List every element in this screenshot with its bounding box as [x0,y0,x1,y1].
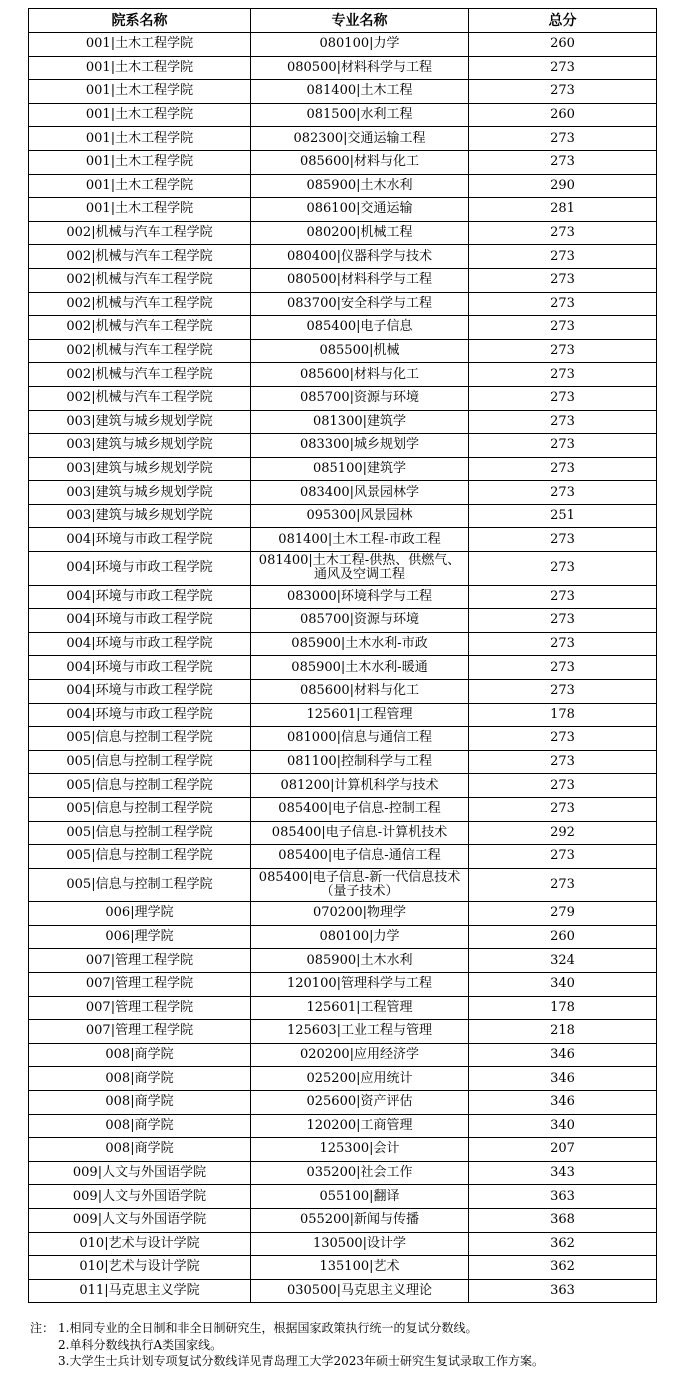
cell-major: 085400|电子信息-新一代信息技术（量子技术） [251,868,469,902]
cell-major: 083000|环境科学与工程 [251,585,469,609]
table-row [29,609,657,633]
cell-major: 080100|力学 [251,925,469,949]
cell-total-score: 178 [469,703,657,727]
cell-total-score: 363 [469,1185,657,1209]
cell-major: 081400|土木工程-市政工程 [251,528,469,552]
table-row [29,1256,657,1280]
cell-major: 081400|土木工程 [251,80,469,104]
table-row [29,150,657,174]
table-row [29,481,657,505]
cell-total-score: 207 [469,1138,657,1162]
cell-department: 003|建筑与城乡规划学院 [29,504,251,528]
cell-total-score: 273 [469,457,657,481]
cell-total-score: 178 [469,996,657,1020]
cell-major: 030500|马克思主义理论 [251,1279,469,1303]
table-row [29,972,657,996]
cell-department: 001|土木工程学院 [29,103,251,127]
cell-total-score: 273 [469,245,657,269]
cell-major: 081000|信息与通信工程 [251,727,469,751]
notes-list [58,1320,670,1370]
cell-total-score: 273 [469,80,657,104]
cell-department: 004|环境与市政工程学院 [29,656,251,680]
table-row [29,386,657,410]
cell-total-score: 273 [469,656,657,680]
cell-total-score: 273 [469,797,657,821]
cell-department: 005|信息与控制工程学院 [29,727,251,751]
cell-department: 007|管理工程学院 [29,949,251,973]
cell-total-score: 363 [469,1279,657,1303]
cell-total-score: 273 [469,868,657,902]
table-header-row [29,9,657,33]
cell-department: 002|机械与汽车工程学院 [29,386,251,410]
cell-department: 001|土木工程学院 [29,174,251,198]
cell-major: 095300|风景园林 [251,504,469,528]
cell-major: 135100|艺术 [251,1256,469,1280]
cell-major: 083700|安全科学与工程 [251,292,469,316]
cell-department: 002|机械与汽车工程学院 [29,339,251,363]
cell-department: 004|环境与市政工程学院 [29,609,251,633]
cell-major: 125603|工业工程与管理 [251,1020,469,1044]
cell-major: 081100|控制科学与工程 [251,750,469,774]
table-row [29,868,657,902]
cell-total-score: 292 [469,821,657,845]
cell-department: 008|商学院 [29,1043,251,1067]
cell-department: 009|人文与外国语学院 [29,1161,251,1185]
table-row [29,339,657,363]
cell-major: 080100|力学 [251,33,469,57]
table-row [29,1185,657,1209]
cell-major: 080500|材料科学与工程 [251,56,469,80]
cell-department: 002|机械与汽车工程学院 [29,363,251,387]
cell-major: 070200|物理学 [251,902,469,926]
table-row [29,103,657,127]
cell-major: 085400|电子信息-计算机技术 [251,821,469,845]
table-row [29,1232,657,1256]
cell-department: 009|人文与外国语学院 [29,1185,251,1209]
cell-total-score: 273 [469,434,657,458]
note-item: 2.单科分数线执行A类国家线。 [58,1337,223,1352]
cell-total-score: 251 [469,504,657,528]
cell-major: 083400|风景园林学 [251,481,469,505]
table-row [29,198,657,222]
cell-major: 025200|应用统计 [251,1067,469,1091]
cell-department: 003|建筑与城乡规划学院 [29,434,251,458]
cell-total-score: 273 [469,386,657,410]
cell-total-score: 273 [469,609,657,633]
cell-major: 055100|翻译 [251,1185,469,1209]
table-row [29,821,657,845]
cell-major: 080500|材料科学与工程 [251,268,469,292]
table-row [29,996,657,1020]
notes-label: 注： [30,1321,55,1335]
cell-department: 011|马克思主义学院 [29,1279,251,1303]
cell-total-score: 368 [469,1208,657,1232]
cell-department: 009|人文与外国语学院 [29,1208,251,1232]
header-total-score: 总分 [469,9,657,33]
table-row [29,56,657,80]
table-row [29,1279,657,1303]
cell-department: 003|建筑与城乡规划学院 [29,481,251,505]
cell-major: 080200|机械工程 [251,221,469,245]
cell-department: 005|信息与控制工程学院 [29,797,251,821]
cell-major: 120100|管理科学与工程 [251,972,469,996]
cell-total-score: 273 [469,750,657,774]
cell-total-score: 273 [469,292,657,316]
cell-major: 125601|工程管理 [251,996,469,1020]
cell-major: 080400|仪器科学与技术 [251,245,469,269]
table-row [29,33,657,57]
cell-total-score: 273 [469,127,657,151]
table-row [29,632,657,656]
cell-total-score: 340 [469,1114,657,1138]
cell-total-score: 362 [469,1232,657,1256]
table-row [29,656,657,680]
cell-major: 085700|资源与环境 [251,386,469,410]
table-row [29,410,657,434]
cell-department: 004|环境与市政工程学院 [29,552,251,586]
table-row [29,703,657,727]
cell-department: 006|理学院 [29,902,251,926]
header-major: 专业名称 [251,9,469,33]
cell-department: 001|土木工程学院 [29,33,251,57]
cell-total-score: 273 [469,150,657,174]
cell-major: 085900|土木水利 [251,949,469,973]
table-row [29,1067,657,1091]
cell-total-score: 260 [469,925,657,949]
cell-department: 004|环境与市政工程学院 [29,528,251,552]
score-table-container [28,8,656,1303]
cell-major: 085400|电子信息-通信工程 [251,845,469,869]
table-row [29,1114,657,1138]
cell-department: 004|环境与市政工程学院 [29,632,251,656]
cell-major: 081500|水利工程 [251,103,469,127]
table-row [29,797,657,821]
cell-major: 083300|城乡规划学 [251,434,469,458]
cell-total-score: 273 [469,585,657,609]
table-row [29,679,657,703]
cell-total-score: 362 [469,1256,657,1280]
cell-total-score: 273 [469,56,657,80]
table-row [29,174,657,198]
cell-department: 008|商学院 [29,1090,251,1114]
cell-total-score: 324 [469,949,657,973]
cell-total-score: 273 [469,339,657,363]
table-row [29,774,657,798]
cell-total-score: 346 [469,1090,657,1114]
footnotes [30,1320,670,1370]
cell-department: 003|建筑与城乡规划学院 [29,410,251,434]
table-row [29,1020,657,1044]
table-row [29,363,657,387]
table-row [29,750,657,774]
score-table [28,8,657,1303]
cell-total-score: 273 [469,774,657,798]
cell-department: 005|信息与控制工程学院 [29,821,251,845]
cell-department: 001|土木工程学院 [29,56,251,80]
cell-major: 085900|土木水利-暖通 [251,656,469,680]
cell-department: 002|机械与汽车工程学院 [29,292,251,316]
table-row [29,1090,657,1114]
table-row [29,845,657,869]
cell-total-score: 273 [469,727,657,751]
table-row [29,316,657,340]
table-row [29,292,657,316]
cell-total-score: 290 [469,174,657,198]
cell-total-score: 279 [469,902,657,926]
cell-major: 085600|材料与化工 [251,150,469,174]
cell-total-score: 273 [469,845,657,869]
cell-major: 035200|社会工作 [251,1161,469,1185]
cell-department: 007|管理工程学院 [29,972,251,996]
cell-total-score: 260 [469,33,657,57]
cell-major: 125601|工程管理 [251,703,469,727]
cell-total-score: 273 [469,268,657,292]
table-row [29,268,657,292]
cell-department: 003|建筑与城乡规划学院 [29,457,251,481]
cell-major: 085400|电子信息-控制工程 [251,797,469,821]
cell-total-score: 260 [469,103,657,127]
cell-total-score: 273 [469,316,657,340]
table-row [29,902,657,926]
header-department: 院系名称 [29,9,251,33]
cell-department: 006|理学院 [29,925,251,949]
cell-department: 002|机械与汽车工程学院 [29,221,251,245]
cell-total-score: 273 [469,410,657,434]
table-row [29,504,657,528]
table-row [29,925,657,949]
table-row [29,221,657,245]
cell-major: 085500|机械 [251,339,469,363]
cell-department: 005|信息与控制工程学院 [29,868,251,902]
table-row [29,127,657,151]
table-body [29,33,657,1303]
table-row [29,528,657,552]
table-row [29,727,657,751]
cell-department: 008|商学院 [29,1067,251,1091]
cell-total-score: 273 [469,221,657,245]
table-row [29,552,657,586]
cell-department: 010|艺术与设计学院 [29,1256,251,1280]
cell-total-score: 273 [469,632,657,656]
table-row [29,1043,657,1067]
note-item: 1.相同专业的全日制和非全日制研究生，根据国家政策执行统一的复试分数线。 [58,1321,478,1335]
table-row [29,1161,657,1185]
cell-major: 082300|交通运输工程 [251,127,469,151]
cell-department: 004|环境与市政工程学院 [29,585,251,609]
cell-major: 085900|土木水利-市政 [251,632,469,656]
cell-department: 004|环境与市政工程学院 [29,703,251,727]
cell-total-score: 273 [469,481,657,505]
cell-department: 001|土木工程学院 [29,127,251,151]
cell-major: 085400|电子信息 [251,316,469,340]
cell-major: 130500|设计学 [251,1232,469,1256]
cell-department: 007|管理工程学院 [29,1020,251,1044]
cell-department: 001|土木工程学院 [29,80,251,104]
cell-department: 008|商学院 [29,1114,251,1138]
table-row [29,1138,657,1162]
cell-total-score: 281 [469,198,657,222]
cell-major: 085900|土木水利 [251,174,469,198]
cell-department: 010|艺术与设计学院 [29,1232,251,1256]
cell-department: 002|机械与汽车工程学院 [29,268,251,292]
cell-major: 085600|材料与化工 [251,679,469,703]
cell-department: 001|土木工程学院 [29,198,251,222]
table-row [29,585,657,609]
cell-major: 081300|建筑学 [251,410,469,434]
cell-total-score: 343 [469,1161,657,1185]
table-row [29,245,657,269]
note-item: 3.大学生士兵计划专项复试分数线详见青岛理工大学2023年硕士研究生复试录取工作方案。 [58,1354,544,1368]
cell-total-score: 273 [469,552,657,586]
cell-department: 005|信息与控制工程学院 [29,750,251,774]
cell-department: 004|环境与市政工程学院 [29,679,251,703]
cell-major: 055200|新闻与传播 [251,1208,469,1232]
cell-department: 001|土木工程学院 [29,150,251,174]
cell-total-score: 273 [469,363,657,387]
cell-major: 125300|会计 [251,1138,469,1162]
cell-major: 081200|计算机科学与技术 [251,774,469,798]
table-row [29,1208,657,1232]
cell-department: 005|信息与控制工程学院 [29,845,251,869]
cell-total-score: 273 [469,528,657,552]
table-row [29,434,657,458]
table-row [29,80,657,104]
cell-department: 008|商学院 [29,1138,251,1162]
cell-major: 081400|土木工程-供热、供燃气、通风及空调工程 [251,552,469,586]
cell-total-score: 346 [469,1067,657,1091]
cell-department: 002|机械与汽车工程学院 [29,316,251,340]
cell-major: 086100|交通运输 [251,198,469,222]
cell-major: 020200|应用经济学 [251,1043,469,1067]
cell-major: 025600|资产评估 [251,1090,469,1114]
cell-major: 085100|建筑学 [251,457,469,481]
cell-department: 005|信息与控制工程学院 [29,774,251,798]
cell-department: 002|机械与汽车工程学院 [29,245,251,269]
cell-department: 007|管理工程学院 [29,996,251,1020]
table-row [29,457,657,481]
cell-major: 085700|资源与环境 [251,609,469,633]
cell-total-score: 273 [469,679,657,703]
cell-total-score: 218 [469,1020,657,1044]
table-row [29,949,657,973]
cell-major: 085600|材料与化工 [251,363,469,387]
cell-total-score: 346 [469,1043,657,1067]
cell-total-score: 340 [469,972,657,996]
cell-major: 120200|工商管理 [251,1114,469,1138]
